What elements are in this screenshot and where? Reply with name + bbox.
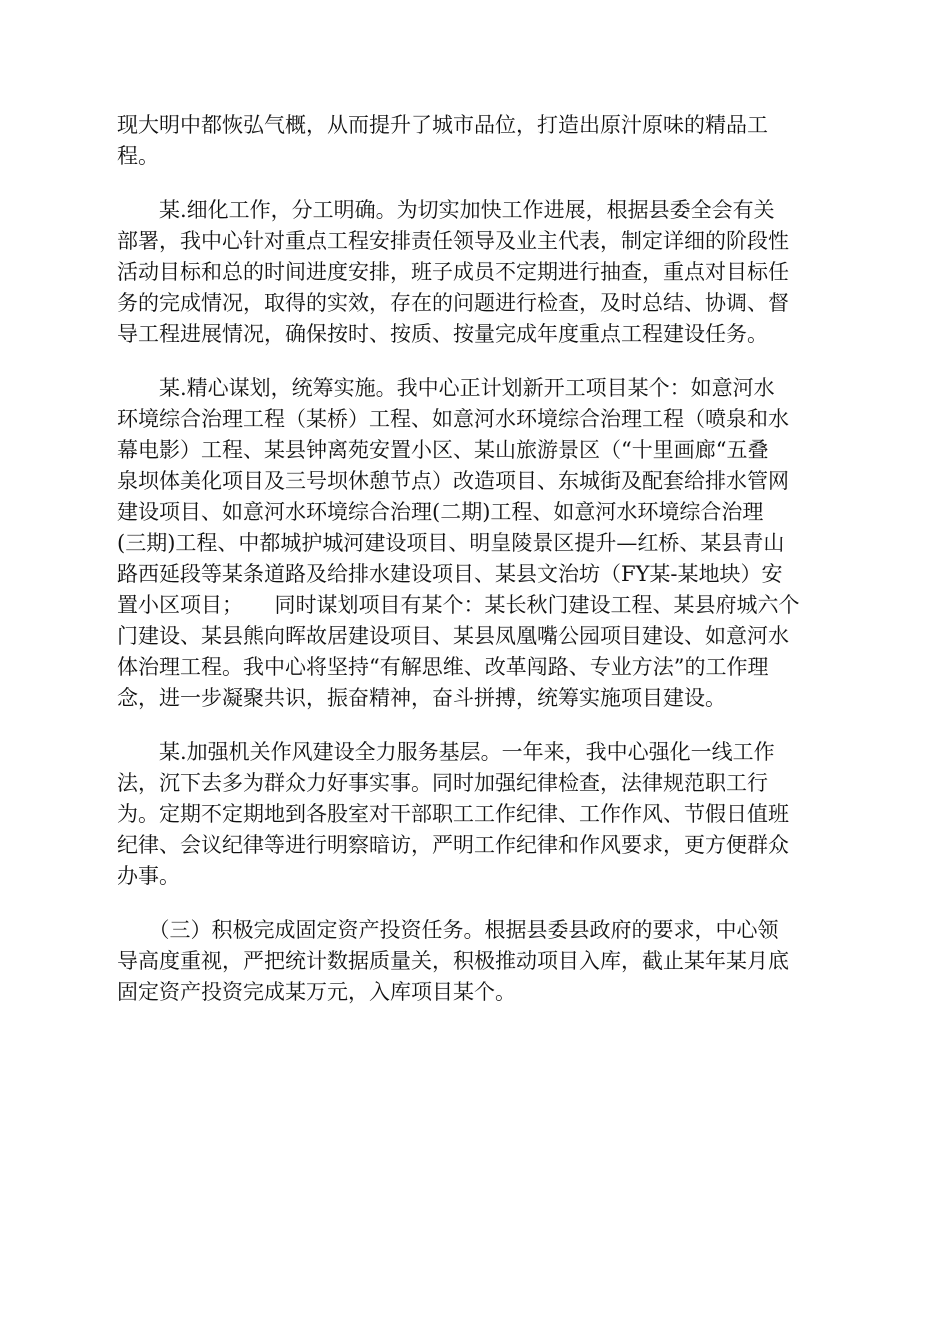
text-line: 门建设、某县熊向晖故居建设项目、某县凤凰嘴公园项目建设、如意河水 (117, 624, 789, 648)
text-line: 部署，我中心针对重点工程安排责任领导及业主代表，制定详细的阶段性 (117, 229, 789, 253)
text-line: 某.细化工作，分工明确。为切实加快工作进展，根据县委全会有关 (117, 198, 775, 222)
text-line: 导高度重视，严把统计数据质量关，积极推动项目入库，截止某年某月底 (117, 949, 789, 973)
paragraph-gap (117, 350, 837, 373)
text-line: 务的完成情况，取得的实效，存在的问题进行检查，及时总结、协调、督 (117, 291, 789, 315)
text-line: 路西延段等某条道路及给排水建设项目、某县文治坊（FY某-某地块）安 (117, 562, 783, 586)
paragraph-gap (117, 892, 837, 915)
text-line: 泉坝体美化项目及三号坝休憩节点）改造项目、东城街及配套给排水管网 (117, 469, 789, 493)
text-line: 办事。 (117, 864, 180, 888)
text-line: 体治理工程。我中心将坚持“有解思维、改革闯路、专业方法”的工作理 (117, 655, 769, 679)
text-line: （三）积极完成固定资产投资任务。根据县委县政府的要求，中心领 (117, 918, 779, 942)
text-line: 为。定期不定期地到各股室对干部职工工作纪律、工作作风、节假日值班 (117, 802, 789, 826)
text-line: 现大明中都恢弘气概，从而提升了城市品位，打造出原汁原味的精品工 (117, 113, 768, 137)
paragraph-2 (117, 195, 837, 350)
text-line: 固定资产投资完成某万元，入库项目某个。 (117, 980, 516, 1004)
text-line: 法，沉下去多为群众力好事实事。同时加强纪律检查，法律规范职工行 (117, 771, 768, 795)
text-line: 导工程进展情况，确保按时、按质、按量完成年度重点工程建设任务。 (117, 322, 768, 346)
paragraph-4 (117, 737, 837, 892)
paragraph-gap (117, 714, 837, 737)
text-line: 幕电影）工程、某县钟离苑安置小区、某山旅游景区（“十里画廊“五叠 (117, 438, 769, 462)
text-line: 某.精心谋划，统筹实施。我中心正计划新开工项目某个：如意河水 (117, 376, 775, 400)
document-body (117, 110, 837, 1008)
paragraph-gap (117, 172, 837, 195)
text-line: 置小区项目； 同时谋划项目有某个：某长秋门建设工程、某县府城六个 (117, 593, 800, 617)
paragraph-3 (117, 373, 837, 714)
text-line: 程。 (117, 144, 159, 168)
text-line: (三期)工程、中都城护城河建设项目、明皇陵景区提升—红桥、某县青山 (117, 531, 785, 555)
text-line: 某.加强机关作风建设全力服务基层。一年来，我中心强化一线工作 (117, 740, 775, 764)
text-line: 纪律、会议纪律等进行明察暗访，严明工作纪律和作风要求，更方便群众 (117, 833, 789, 857)
text-line: 念，进一步凝聚共识，振奋精神，奋斗拼搏，统筹实施项目建设。 (117, 686, 726, 710)
text-line: 活动目标和总的时间进度安排，班子成员不定期进行抽查，重点对目标任 (117, 260, 789, 284)
text-line: 环境综合治理工程（某桥）工程、如意河水环境综合治理工程（喷泉和水 (117, 407, 789, 431)
paragraph-1 (117, 110, 837, 172)
paragraph-5 (117, 915, 837, 1008)
text-line: 建设项目、如意河水环境综合治理(二期)工程、如意河水环境综合治理 (117, 500, 764, 524)
